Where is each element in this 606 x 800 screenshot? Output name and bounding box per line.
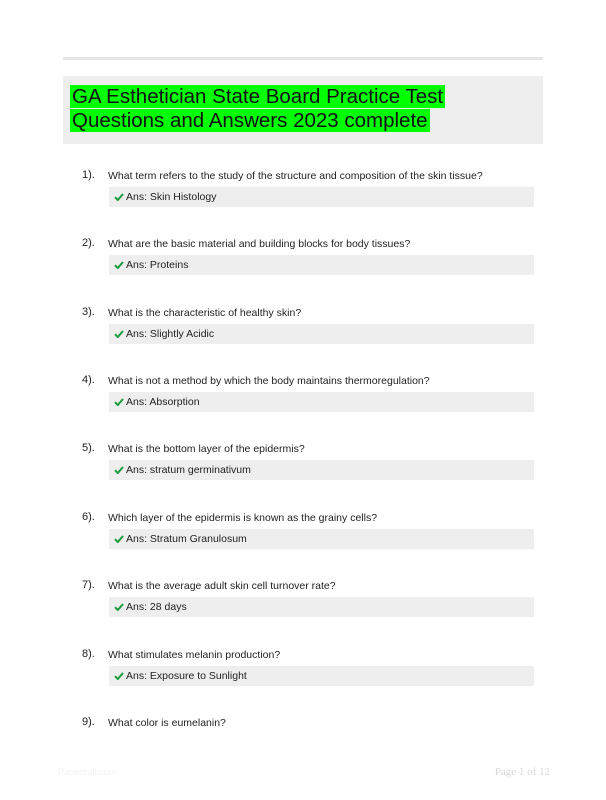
question-text: What stimulates melanin production? xyxy=(108,649,281,661)
top-divider xyxy=(63,57,543,60)
question-text: What is the average adult skin cell turnover rate? xyxy=(108,580,336,592)
answer-text: Ans: stratum germinativum xyxy=(126,464,251,476)
question-text: What is the characteristic of healthy skin? xyxy=(108,307,302,319)
question-number: 1). xyxy=(82,169,95,181)
checkmark-icon xyxy=(114,603,124,611)
checkmark-icon xyxy=(114,466,124,474)
question-text: Which layer of the epidermis is known as the grainy cells? xyxy=(108,512,378,524)
checkmark-icon xyxy=(114,535,124,543)
question-number: 7). xyxy=(82,579,95,591)
question-item xyxy=(63,441,543,501)
question-item xyxy=(63,373,543,433)
footer-site-watermark: Papertrail.com xyxy=(58,767,117,777)
question-text: What are the basic material and building blocks for body tissues? xyxy=(108,238,411,250)
checkmark-icon xyxy=(114,261,124,269)
question-item xyxy=(63,168,543,228)
question-item xyxy=(63,578,543,638)
question-item xyxy=(63,715,543,739)
answer-text: Ans: Exposure to Sunlight xyxy=(126,670,247,682)
answer-box xyxy=(109,460,534,480)
title-line-2: Questions and Answers 2023 complete xyxy=(72,109,428,132)
answer-box xyxy=(109,392,534,412)
title-banner xyxy=(63,76,543,144)
answer-box xyxy=(109,187,534,207)
answer-box xyxy=(109,324,534,344)
question-text: What is the bottom layer of the epidermis? xyxy=(108,443,305,455)
question-number: 8). xyxy=(82,648,95,660)
checkmark-icon xyxy=(114,193,124,201)
checkmark-icon xyxy=(114,672,124,680)
question-number: 9). xyxy=(82,716,95,728)
question-text: What is not a method by which the body maintains thermoregulation? xyxy=(108,375,430,387)
answer-text: Ans: Absorption xyxy=(126,396,200,408)
question-number: 2). xyxy=(82,237,95,249)
answer-text: Ans: Slightly Acidic xyxy=(126,328,215,340)
question-number: 6). xyxy=(82,511,95,523)
question-item xyxy=(63,647,543,707)
answer-box xyxy=(109,597,534,617)
checkmark-icon xyxy=(114,398,124,406)
question-number: 4). xyxy=(82,374,95,386)
question-text: What term refers to the study of the structure and composition of the skin tissue? xyxy=(108,170,483,182)
question-number: 5). xyxy=(82,442,95,454)
answer-box xyxy=(109,666,534,686)
answer-text: Ans: Proteins xyxy=(126,259,189,271)
question-text: What color is eumelanin? xyxy=(108,717,226,729)
page-title xyxy=(70,85,530,133)
answer-text: Ans: 28 days xyxy=(126,601,187,613)
question-item xyxy=(63,510,543,570)
title-line-1: GA Esthetician State Board Practice Test xyxy=(72,85,444,108)
answer-text: Ans: Stratum Granulosum xyxy=(126,533,247,545)
question-item xyxy=(63,305,543,365)
answer-text: Ans: Skin Histology xyxy=(126,191,217,203)
answer-box xyxy=(109,529,534,549)
question-number: 3). xyxy=(82,306,95,318)
checkmark-icon xyxy=(114,330,124,338)
question-item xyxy=(63,236,543,296)
answer-box xyxy=(109,255,534,275)
page-indicator: Page 1 of 12 xyxy=(494,766,550,778)
